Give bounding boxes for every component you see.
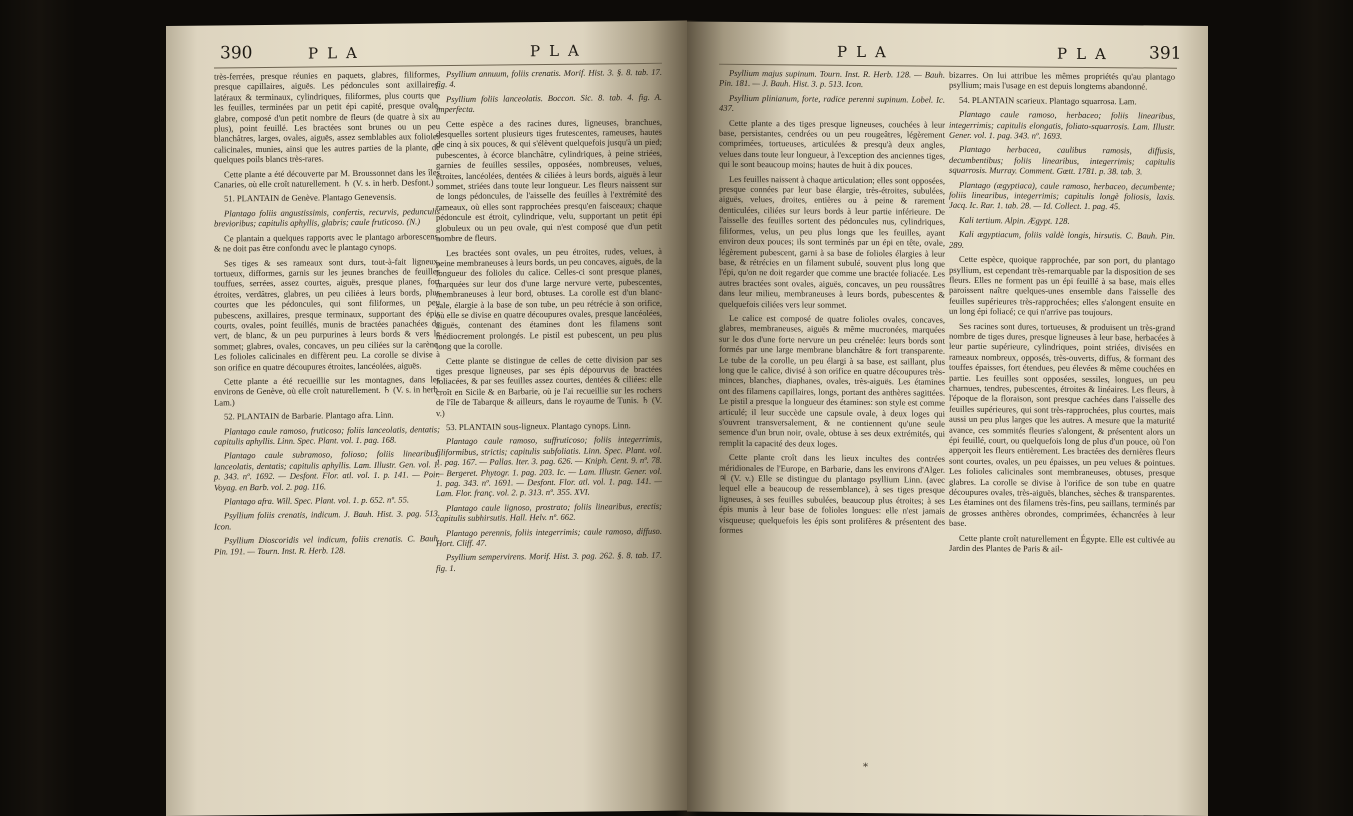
latin-citation: Psyllium annuum, foliis crenatis. Morif. Hist. 3. §. 8. tab. 17. fig. 4.: [436, 66, 662, 90]
species-heading: 51. PLANTAIN de Genève. Plantago Genevensis.: [224, 192, 397, 204]
paragraph: Ses racines sont dures, tortueuses, & produisent un très-grand nombre de tiges dures, presque ligneuses à leur base, herbacées à leur partie supérieure, cylindriques, point striées, divisées en rameaux nombreux, opposés, très-ouverts, diffus, & formant des touffes épaisses, fort étendues, peu élevées & même couchées en partie. Les feuilles sont opposées, sessiles, longues, un peu charnues, tendres, pubescentes, étroites & linéaires. Les fleurs, à l'époque de la floraison, sont presque cachées dans l'aisselle des feuilles supérieures, qui sont très-rapprochées, plus courtes, mais aussi un peu plus larges que les autres. A mesure que la maturité avance, ces sommités fleuries s'alongent, & présentent alors un épi feuillé, court, ou quelquefois long de plus d'un pouce, où l'on apperçoit les fleurs entièrement. Les bractées des dernières fleurs sont courtes, ovales, un peu épaisses, un peu velues & pointues. Les folioles calicinales sont membraneuses, obtuses, presque glabres. La corolle se divise à l'orifice de son tube en quatre découpures ovales, très-aiguës, blanches, sèches & transparentes. Les étamines ont des filamens très-fins, peu saillans, terminés par de grosses anthères obrondes, comprimées, échancrées à leur base.: [949, 320, 1175, 529]
latin-citation: Kali ægyptiacum, foliis valdè longis, hirsutis. C. Bauh. Pin. 289.: [949, 229, 1175, 250]
latin-citation: Psyllium majus supinum. Tourn. Inst. R. Herb. 128. — Bauh. Pin. 181. — J. Bauh. Hist. 3. p. 513. Icon.: [719, 67, 945, 90]
paragraph: Les feuilles naissent à chaque articulation; elles sont opposées, presque connées par leur base élargie, très-étroites, subulées, aiguës, velues, droites, entières ou à peine & rarement denticulées, ciliées sur leurs bords à leur partie inférieure. De l'aisselle des feuilles sortent des pédoncules nus, cylindriques, filiformes, velus, un peu plus longs que les feuilles, ayant environ deux pouces; ils sont terminés par un épi en tête, ovale, légèrement pubescent, garni à sa base de folioles élargies à leur base, & rétrécies en un filament subulé, souvent plus long que l'épi, qu'on ne doit regarder que comme une bractée foliacée. Les autres bractées sont ovales, aiguës, concaves, un peu roussâtres dans leur milieu, membraneuses à leurs bords, pubescentes & quelquefois ciliées vers leur sommet.: [719, 173, 945, 310]
left-running-head-2: PLA: [530, 41, 588, 61]
left-page: [166, 21, 687, 816]
right-page-header: [687, 39, 1208, 66]
latin-citation: Psyllium foliis crenatis, indicum. J. Bauh. Hist. 3. pag. 513. Icon.: [214, 508, 440, 532]
paragraph: Cette plante a des tiges presque ligneuses, couchées à leur base, persistantes, cendrées ou un peu rougeâtres, légèrement comprimées, tortueuses, articulées & presqu'à deux angles, velues dans toute leur longueur, à l'exception des anciennes tiges, qui le sont beaucoup moins; hautes de huit à dix pouces.: [719, 117, 945, 171]
latin-citation: Psyllium sempervirens. Morif. Hist. 3. pag. 262. §. 8. tab. 17. fig. 1.: [436, 550, 662, 574]
latin-citation: Plantago afra. Will. Spec. Plant. vol. 1. p. 652. nº. 55.: [224, 494, 410, 507]
latin-citation: Plantago herbacea, caulibus ramosis, diffusis, decumbentibus; foliis linearibus, integerrimis; capitulis squarrosis. Murray. Comment. Gœtt. 1781. p. 38. tab. 3.: [949, 144, 1175, 177]
latin-citation: Plantago caule ramoso, suffruticoso; foliis integerrimis, filiformibus, strictis; capitulis subfoliatis. Linn. Spec. Plant. vol. 1. pag. 167. — Pallas. Iter. 3. pag. 626. — Kniph. Cent. 9. nº. 78. — Bergeret. Phytogr. 1. pag. 203. Ic. — Lam. Illustr. Gener. vol. 1. pag. 343. nº. 1691. — Desfont. Flor. atl. vol. 1. pag. 141. — Lam. Flor. franç. vol. 2. p. 313. nº. 355. XVI.: [436, 434, 662, 499]
paragraph: Ses tiges & ses rameaux sont durs, tout-à-fait ligneux, tortueux, difformes, garnis sur les jeunes branches de feuilles touffues, serrées, assez courtes, aiguës, presque planes, fort étroites, verdâtres, glabres, un peu ciliées à leurs bords, plus courtes que les pédoncules, qui sont filiformes, un peu pubescens, axillaires, presque terminaux, supportant des épis courts, ovales, point feuillés, munis de bractées panachées de vert, de blanc, & un peu purpurines à leurs bords & vers le sommet; glabres, ovales, concaves, un peu ciliées sur la carène. Les folioles calicinales en diffèrent peu. La corolle se divise à son orifice en quatre découpures étroites, lancéolées, aiguës.: [214, 255, 440, 373]
latin-citation: Plantago caule subramoso, folioso; foliis linearibus, lanceolatis, dentatis; capitulis aphyllis. Lam. Illustr. Gen. vol. 1. p. 343. nº. 1692. — Desfont. Flor. atl. vol. 1. p. 141. — Poir. Voyag. en Barb. vol. 2. pag. 116.: [214, 448, 440, 493]
paragraph: bizarres. On lui attribue les mêmes propriétés qu'au plantago psyllium; mais l'usage en est depuis longtems abandonné.: [949, 69, 1175, 92]
right-running-head-1: PLA: [837, 42, 895, 62]
paragraph: Cette plante a été découverte par M. Broussonnet dans les îles Canaries, où elle croît naturellement. ♄ (V. s. in herb. Desfont.): [214, 166, 440, 190]
latin-citation: Plantago (ægyptiaca), caule ramoso, herbaceo, decumbente; foliis linearibus, integerrimis; capitulis longè foliosis, laxis. Jacq. Ic. Rar. 1. tab. 28. — Id. Collect. 1. pag. 45.: [949, 179, 1175, 212]
paragraph: Ce plantain a quelques rapports avec le plantago arborescens, & ne doit pas être confondu avec le plantago cynops.: [214, 230, 440, 254]
right-column-2: [949, 70, 1175, 559]
left-page-number: 390: [220, 43, 253, 64]
latin-citation: Psyllium Dioscoridis vel indicum, foliis crenatis. C. Bauh. Pin. 191. — Tourn. Inst. R. Herb. 128.: [214, 533, 440, 557]
paragraph: Le calice est composé de quatre folioles ovales, concaves, glabres, membraneuses, aiguës & même mucronées, marquées sur le dos d'une forte nervure un peu crénelée: leurs bords sont formés par une large membrane blanchâtre & fort transparente. Le tube de la corolle, un peu élargi à sa base, est saillant, plus long que le calice, divisé à son orifice en quatre découpures très-minces, blanches, diaphanes, ovales, très-aiguës. Les étamines ont des filamens capillaires, longs, portant des anthères sagittées. Le pistil a presque la longueur des étamines: son style est comme articulé; il leur succède une capsule ovale, à deux loges qui s'ouvrent transversalement, & ne contiennent qu'une seule semence d'un brun noir, ovale, obtuse à ses deux extrémités, qui remplit la capacité des deux loges.: [719, 312, 945, 449]
right-page-number: 391: [1149, 43, 1182, 64]
left-column-1: [214, 69, 440, 560]
latin-citation: Plantago caule lignoso, prostrato; foliis linearibus, erectis; capitulis subhirsutis. Hall. Helv. nº. 662.: [436, 500, 662, 524]
right-page: [687, 21, 1208, 816]
signature-mark: *: [863, 761, 868, 774]
paragraph: Cette plante croît dans les lieux incultes des contrées méridionales de l'Europe, en Barbarie, dans les environs d'Alger. ♃ (V. v.) Elle se distingue du plantago psyllium Linn. (avec lequel elle a beaucoup de ressemblance), à ses tiges presque ligneuses, à ses feuilles subulées, beaucoup plus étroites; à ses épis munis à leur base de folioles longues: elle n'est jamais visqueuse; quelquefois les épis sont prolifères & présentent des formes: [719, 452, 945, 536]
latin-citation: Psyllium foliis lanceolatis. Boccon. Sic. 8. tab. 4. fig. A. imperfecta.: [436, 91, 662, 115]
left-column-2: [436, 67, 662, 578]
latin-citation: Plantago foliis angustissimis, confertis, recurvis, pedunculis brevioribus; capitulis aphyllis, glabris; caule fruticoso. (N.): [214, 206, 440, 229]
paragraph: très-ferrées, presque réunies en paquets, glabres, filiformes, presque capillaires, aiguës. Les pédoncules sont axillaires, latéraux & terminaux, cylindriques, filiformes, plus courts que les feuilles, terminées par un petit épi capité, presque ovale, glabre, composé d'un petit nombre de fleurs (de quatre à six au plus), point feuillé. Les bractées sont brunes ou un peu blanchâtres, larges, ovales, aiguës, assez semblables aux folioles calicinales, munies, ainsi que les autres parties de la plante, de quelques poils blancs très-rares.: [214, 69, 440, 165]
paragraph: Cette plante se distingue de celles de cette division par ses tiges presque ligneuses, par ses épis dépourvus de bractées foliacées, & par ses feuilles assez courtes, dentées & ciliées: elle croît en Sicile & en Barbarie, où je l'ai recueillie sur les rochers de l'île de Tabarque & ailleurs, dans le royaume de Tunis. ♄ (V. v.): [436, 353, 662, 418]
left-page-header: [166, 39, 687, 66]
right-column-1: [719, 68, 945, 541]
species-heading: 52. PLANTAIN de Barbarie. Plantago afra. Linn.: [224, 409, 394, 422]
paragraph: Cette plante croît naturellement en Égypte. Elle est cultivée au Jardin des Plantes de Paris & ail-: [949, 532, 1175, 554]
latin-citation: Plantago caule ramoso, fruticoso; foliis lanceolatis, dentatis; capitulis aphyllis. Linn. Spec. Plant. vol. 1. pag. 168.: [214, 423, 440, 447]
paragraph: Les bractées sont ovales, un peu étroites, rudes, velues, à peine membraneuses à leurs bords, un peu concaves, aiguës, de la longueur des folioles du calice. Celles-ci sont presque planes, marquées sur leur dos d'une large nervure verte, pubescentes, membraneuses à leur bord, obtuses. La corolle est d'un blanc-sale, élargie à la base de son tube, un peu rétrécie à son orifice, où elle se divise en quatre découpures ovales, presque lancéolées, aiguës, contenant des étamines dont les filamens sont médiocrement prolongés. Le pistil est pubescent, un peu plus long que la corolle.: [436, 245, 662, 352]
latin-citation: Plantago perennis, foliis integerrimis; caule ramoso, diffuso. Hort. Cliff. 47.: [436, 525, 662, 549]
species-heading: 54. PLANTAIN scarieux. Plantago squarrosa. Lam.: [959, 94, 1137, 107]
latin-citation: Plantago caule ramoso, herbaceo; foliis linearibus, integerrimis; capitulis elongatis, foliato-squarrosis. Lam. Illustr. Gener. vol. 1. pag. 343. nº. 1693.: [949, 109, 1175, 141]
paragraph: Cette espèce, quoique rapprochée, par son port, du plantago psyllium, est cependant très-remarquable par la disposition de ses fleurs. Elles ne forment pas un épi feuillé à sa base, mais elles paroissent naître quelques-unes ensemble dans l'aisselle des feuilles supérieures très-rapprochées; elles s'alongent ensuite en un long épi foliacé; ce qui n'arrive pas toujours.: [949, 253, 1175, 318]
left-running-head-1: PLA: [308, 43, 366, 63]
paragraph: Cette plante a été recueillie sur les montagnes, dans les environs de Genève, où elle croît naturellement. ♄ (V. s. in herb. Lam.): [214, 374, 440, 408]
species-heading: 53. PLANTAIN sous-ligneux. Plantago cynops. Linn.: [446, 420, 631, 433]
latin-citation: Kali tertium. Alpin. Ægypt. 128.: [959, 214, 1070, 226]
right-running-head-2: PLA: [1057, 44, 1115, 64]
latin-citation: Psyllium plinianum, forte, radice perenni supinum. Lobel. Ic. 437.: [719, 92, 945, 114]
paragraph: Cette espèce a des racines dures, ligneuses, branchues, desquelles sortent plusieurs tiges frutescentes, rameuses, hautes de cinq à six pouces, & qui s'élèvent quelquefois jusqu'à un pied; pubescentes, à écorce blanchâtre, cylindriques, à peine striées, garnies de feuilles sessiles, opposées, nombreuses, velues, étroites, lancéolées, dentées & ciliées à leurs bords, aiguës à leur sommet, striées dans toute leur longueur. Les fleurs naissent sur de longs pédoncules, de l'aisselle des feuilles à l'extrémité des rameaux, où elles sont rapprochées presqu'en faisceaux; chaque pédoncule est étroit, cylindrique, velu, supportant un petit épi globuleux ou un peu ovale, qui n'est composé que d'un petit nombre de fleurs.: [436, 116, 662, 244]
